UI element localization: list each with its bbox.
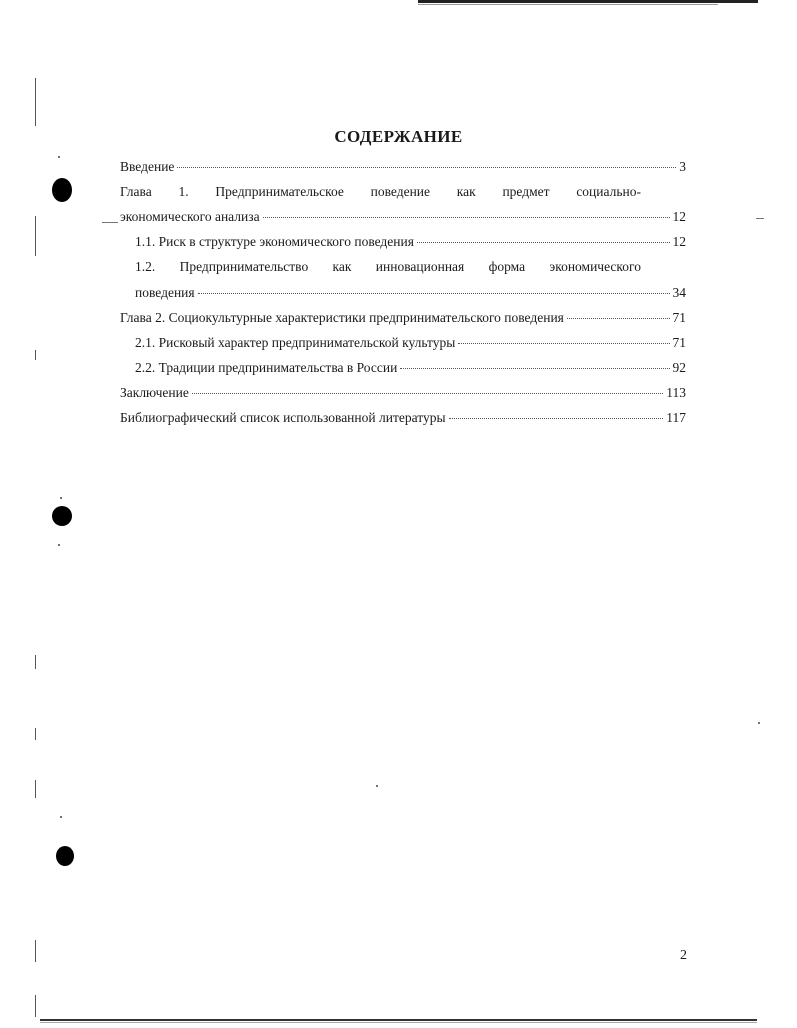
toc-entry-page: 92 [672, 360, 686, 375]
toc-entry-section-2-2 [135, 359, 686, 377]
toc-entry-intro [120, 158, 686, 176]
dot-leader [263, 217, 670, 218]
toc-entry-page: 71 [672, 335, 686, 350]
toc-word: предмет [502, 184, 550, 199]
dot-leader [449, 418, 664, 419]
toc-entry-page: 71 [672, 310, 686, 325]
toc-entry-label: 2.1. Рисковый характер предпринимательской культуры [135, 335, 456, 350]
scan-margin-line [35, 216, 36, 256]
toc-word: социально- [576, 184, 641, 199]
scan-edge-top [418, 0, 758, 3]
dot-leader [400, 368, 669, 369]
toc-entry-label: Библиографический список использованной литературы [120, 410, 446, 425]
scan-margin-line [35, 995, 36, 1017]
toc-word: форма [488, 259, 526, 274]
punch-hole [56, 846, 74, 866]
dot-leader [177, 167, 676, 168]
toc-entry-label: поведения [135, 285, 195, 300]
scan-mark [102, 222, 118, 223]
toc-entry-label: Введение [120, 159, 175, 174]
scan-margin-line [35, 728, 36, 740]
scan-speck [58, 544, 60, 546]
scan-edge-top-thin [418, 4, 718, 5]
toc-word: Глава [120, 184, 152, 199]
scan-margin-line [35, 350, 36, 360]
page-number: 2 [680, 948, 687, 963]
toc-entry-section-1-1 [135, 233, 686, 251]
scan-margin-line [35, 655, 36, 669]
toc-entry-bibliography [120, 409, 686, 427]
scan-margin-line [35, 780, 36, 798]
toc-word: инновационная [375, 259, 465, 274]
toc-entry-page: 12 [672, 234, 686, 249]
toc-entry-chapter-2 [120, 309, 686, 327]
toc-entry-label: экономического анализа [120, 209, 260, 224]
toc-entry-section-1-2-line-2 [135, 284, 686, 302]
toc-word: поведение [370, 184, 431, 199]
punch-hole [52, 178, 72, 202]
toc-entry-chapter-1-line-2 [120, 208, 686, 226]
toc-entry-page: 113 [666, 385, 686, 400]
toc-word: 1.2. [135, 259, 156, 274]
scan-speck [60, 816, 62, 818]
toc-word: 1. [178, 184, 189, 199]
scan-margin-line [35, 940, 36, 962]
dot-leader [417, 242, 670, 243]
scan-speck [758, 722, 760, 724]
toc-word: Предпринимательство [179, 259, 309, 274]
scan-edge-bottom [40, 1019, 757, 1021]
toc-word: Предпринимательское [215, 184, 344, 199]
toc-entry-section-2-1 [135, 334, 686, 352]
punch-hole [52, 506, 72, 526]
scan-speck [376, 785, 378, 787]
toc-entry-page: 117 [666, 410, 686, 425]
dot-leader [458, 343, 669, 344]
toc-entry-section-1-2-line-1 [135, 258, 641, 276]
toc-entry-label: 2.2. Традиции предпринимательства в России [135, 360, 398, 375]
page-title: СОДЕРЖАНИЕ [334, 127, 463, 146]
toc-entry-page: 34 [672, 285, 686, 300]
scan-speck [58, 156, 60, 158]
toc-word: как [332, 259, 352, 274]
scan-speck [60, 497, 62, 499]
dot-leader [192, 393, 663, 394]
scan-mark [756, 218, 764, 219]
toc-entry-label: Глава 2. Социокультурные характеристики предпринимательского поведения [120, 310, 564, 325]
toc-entry-label: Заключение [120, 385, 189, 400]
scan-margin-line [35, 78, 36, 126]
dot-leader [567, 318, 670, 319]
toc-entry-page: 12 [672, 209, 686, 224]
dot-leader [198, 293, 670, 294]
toc-word: как [456, 184, 476, 199]
toc-entry-chapter-1-line-1 [120, 183, 641, 201]
toc-entry-conclusion [120, 384, 686, 402]
scan-edge-bottom-thin [40, 1022, 757, 1023]
toc-entry-label: 1.1. Риск в структуре экономического поведения [135, 234, 414, 249]
toc-word: экономического [549, 259, 641, 274]
toc-entry-page: 3 [679, 159, 686, 174]
